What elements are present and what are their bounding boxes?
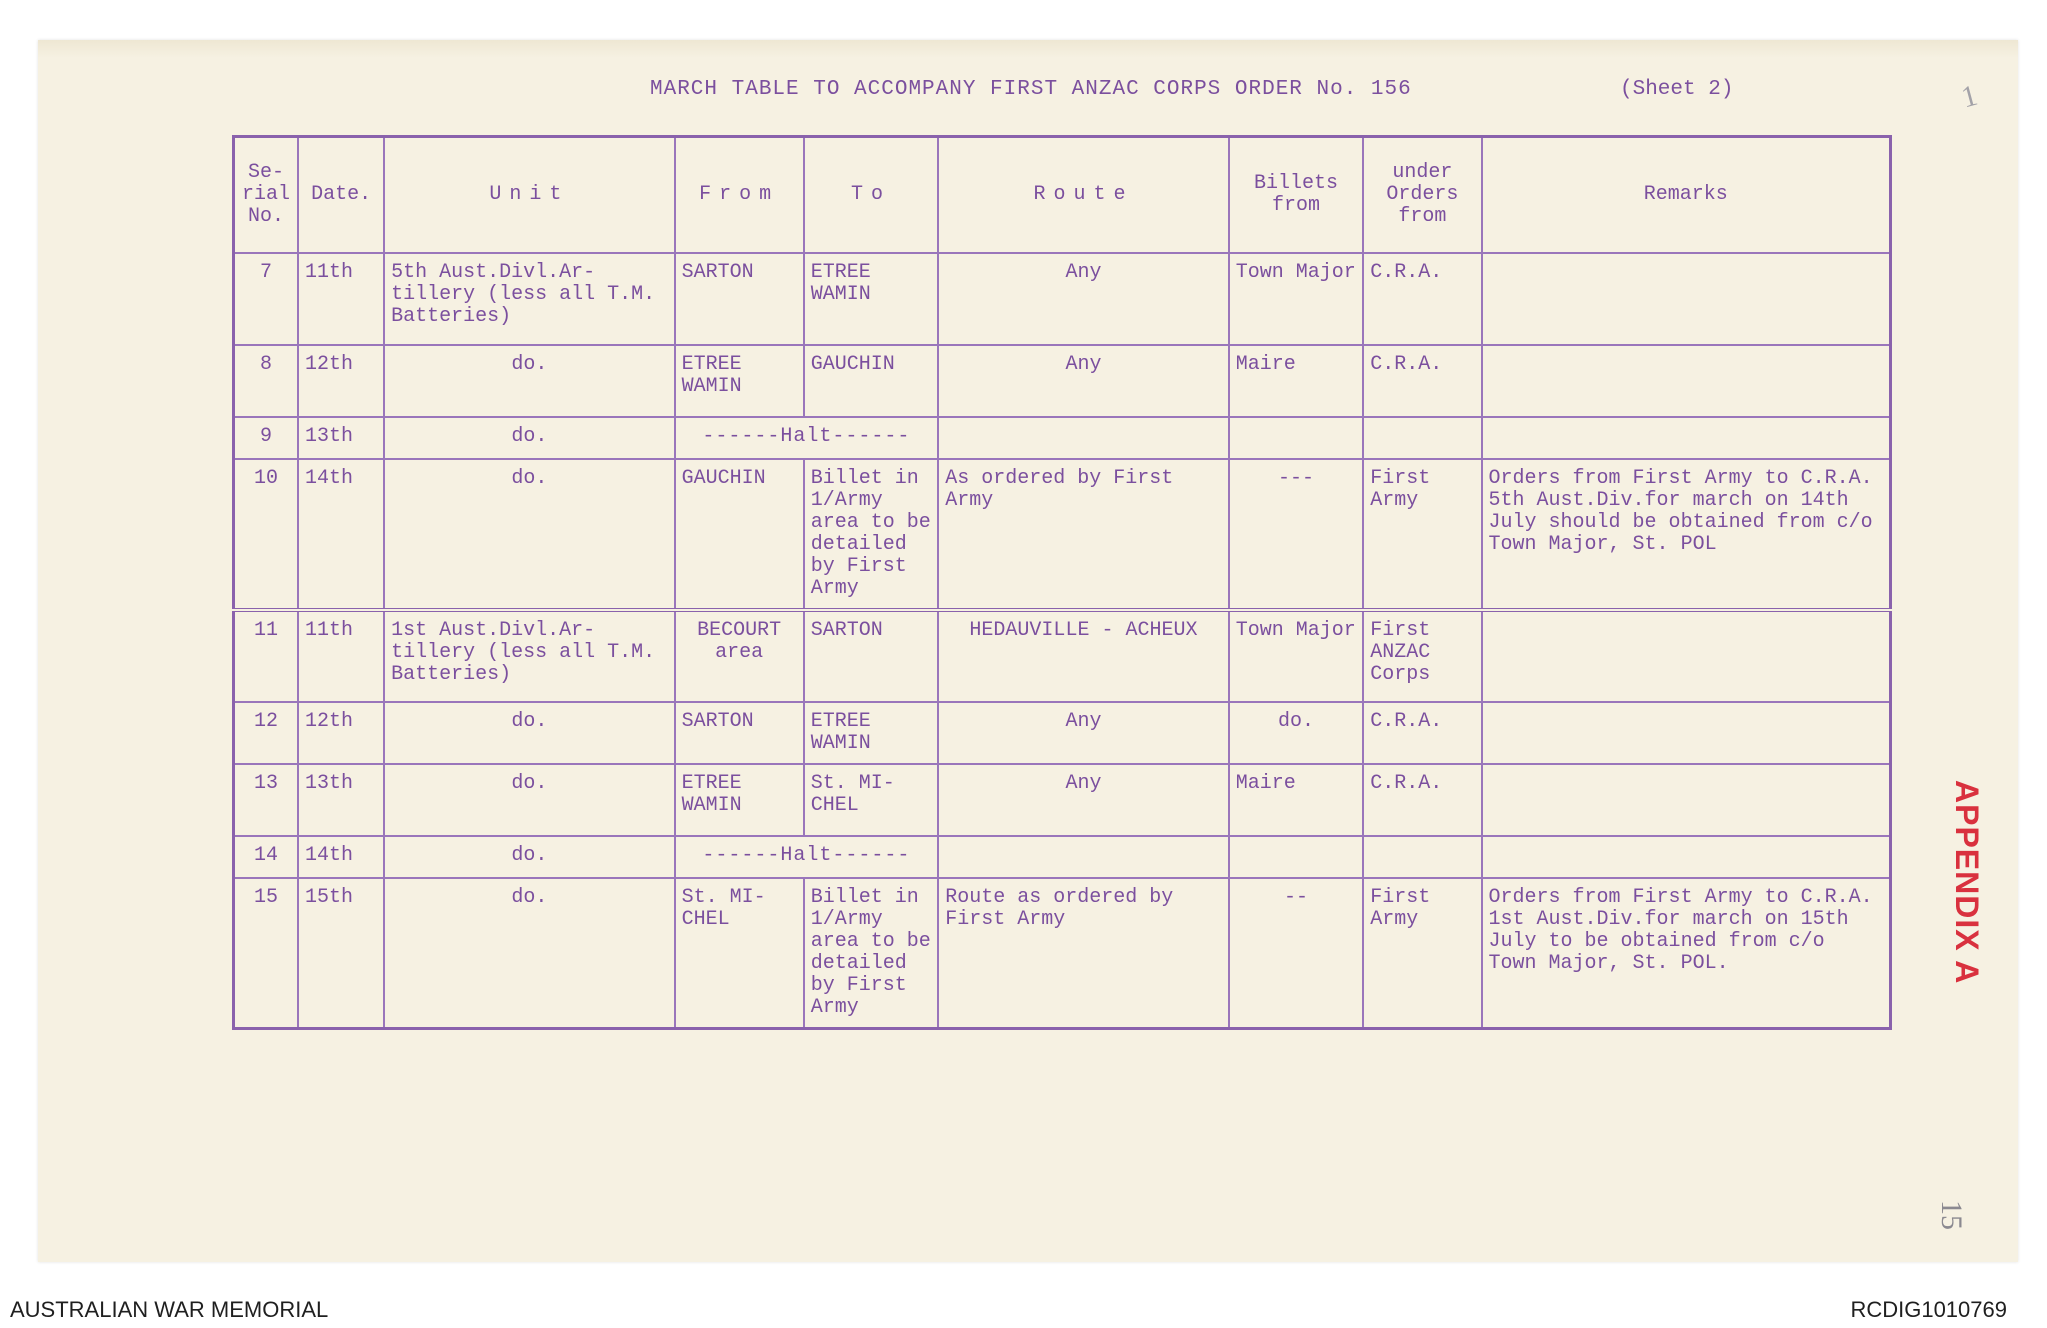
from-cell: ETREE WAMIN [675,345,804,417]
unit-cell: do. [384,836,675,878]
halt-cell: ------Halt------ [675,836,939,878]
serial-cell: 14 [234,836,299,878]
billets-cell [1229,417,1363,459]
from-cell: GAUCHIN [675,459,804,610]
date-cell: 13th [298,417,384,459]
unit-cell: do. [384,702,675,764]
from-cell: ETREE WAMIN [675,764,804,836]
date-cell: 11th [298,610,384,702]
serial-cell: 15 [234,878,299,1029]
remarks-cell [1482,836,1891,878]
date-cell: 14th [298,459,384,610]
billets-cell: Town Major [1229,610,1363,702]
route-cell: As ordered by First Army [938,459,1229,610]
unit-cell: do. [384,459,675,610]
to-cell: Billet in 1/Army area to be detailed by First Army [804,459,938,610]
to-cell: GAUCHIN [804,345,938,417]
serial-cell: 8 [234,345,299,417]
orders-cell: First Army [1363,459,1481,610]
header-route: Route [938,137,1229,254]
header-unit: Unit [384,137,675,254]
serial-cell: 11 [234,610,299,702]
header-billets: Billets from [1229,137,1363,254]
march-table [232,135,1892,1030]
route-cell [938,417,1229,459]
orders-cell: C.R.A. [1363,345,1481,417]
orders-cell: First Army [1363,878,1481,1029]
halt-cell: ------Halt------ [675,417,939,459]
table-row [234,610,1891,702]
table-row [234,345,1891,417]
orders-cell [1363,417,1481,459]
route-cell: Any [938,764,1229,836]
billets-cell: -- [1229,878,1363,1029]
route-cell: Route as ordered by First Army [938,878,1229,1029]
header-serial: Se-rial No. [234,137,299,254]
appendix-stamp [1935,780,1995,1030]
orders-cell: First ANZAC Corps [1363,610,1481,702]
billets-cell: Town Major [1229,253,1363,345]
unit-cell: do. [384,764,675,836]
orders-cell [1363,836,1481,878]
billets-cell: Maire [1229,345,1363,417]
page-mark: 1 [1957,78,1981,115]
orders-cell: C.R.A. [1363,253,1481,345]
serial-cell: 9 [234,417,299,459]
header-from: From [675,137,804,254]
table-header-row [234,137,1891,254]
route-cell: HEDAUVILLE - ACHEUX [938,610,1229,702]
billets-cell [1229,836,1363,878]
route-cell: Any [938,702,1229,764]
remarks-cell: Orders from First Army to C.R.A. 5th Aust.Div.for march on 14th July should be obtained from c/o Town Major, St. POL [1482,459,1891,610]
table-row [234,836,1891,878]
serial-cell: 13 [234,764,299,836]
to-cell: ETREE WAMIN [804,702,938,764]
billets-cell: Maire [1229,764,1363,836]
table-row [234,459,1891,610]
serial-cell: 10 [234,459,299,610]
unit-cell: do. [384,417,675,459]
from-cell: BECOURT area [675,610,804,702]
unit-cell: do. [384,345,675,417]
to-cell: St. MI-CHEL [804,764,938,836]
table-row [234,702,1891,764]
from-cell: SARTON [675,253,804,345]
sheet-number: (Sheet 2) [1620,78,1734,101]
route-cell: Any [938,345,1229,417]
table-row [234,417,1891,459]
table-row [234,253,1891,345]
unit-cell: 1st Aust.Divl.Ar-tillery (less all T.M. Batteries) [384,610,675,702]
table-row [234,764,1891,836]
route-cell: Any [938,253,1229,345]
date-cell: 14th [298,836,384,878]
to-cell: Billet in 1/Army area to be detailed by First Army [804,878,938,1029]
unit-cell: 5th Aust.Divl.Ar-tillery (less all T.M. Batteries) [384,253,675,345]
table-row [234,878,1891,1029]
billets-cell: do. [1229,702,1363,764]
orders-cell: C.R.A. [1363,702,1481,764]
document-title: MARCH TABLE TO ACCOMPANY FIRST ANZAC CORPS ORDER No. 156 [650,78,1412,101]
orders-cell: C.R.A. [1363,764,1481,836]
billets-cell: --- [1229,459,1363,610]
unit-cell: do. [384,878,675,1029]
to-cell: ETREE WAMIN [804,253,938,345]
remarks-cell [1482,610,1891,702]
header-date: Date. [298,137,384,254]
header-remarks: Remarks [1482,137,1891,254]
remarks-cell [1482,702,1891,764]
archive-name: AUSTRALIAN WAR MEMORIAL [10,1297,329,1322]
remarks-cell [1482,417,1891,459]
remarks-cell [1482,345,1891,417]
route-cell [938,836,1229,878]
appendix-label: APPENDIX A [1949,780,1985,985]
from-cell: St. MI-CHEL [675,878,804,1029]
remarks-cell [1482,764,1891,836]
remarks-cell [1482,253,1891,345]
serial-cell: 7 [234,253,299,345]
header-to: To [804,137,938,254]
to-cell: SARTON [804,610,938,702]
archive-reference: RCDIG1010769 [1850,1297,2007,1322]
remarks-cell: Orders from First Army to C.R.A. 1st Aust.Div.for march on 15th July to be obtained from c/o Town Major, St. POL. [1482,878,1891,1029]
date-cell: 12th [298,345,384,417]
serial-cell: 12 [234,702,299,764]
date-cell: 13th [298,764,384,836]
date-cell: 12th [298,702,384,764]
date-cell: 11th [298,253,384,345]
date-cell: 15th [298,878,384,1029]
folio-number: 15 [1935,1200,1968,1230]
from-cell: SARTON [675,702,804,764]
header-under-orders: under Orders from [1363,137,1481,254]
